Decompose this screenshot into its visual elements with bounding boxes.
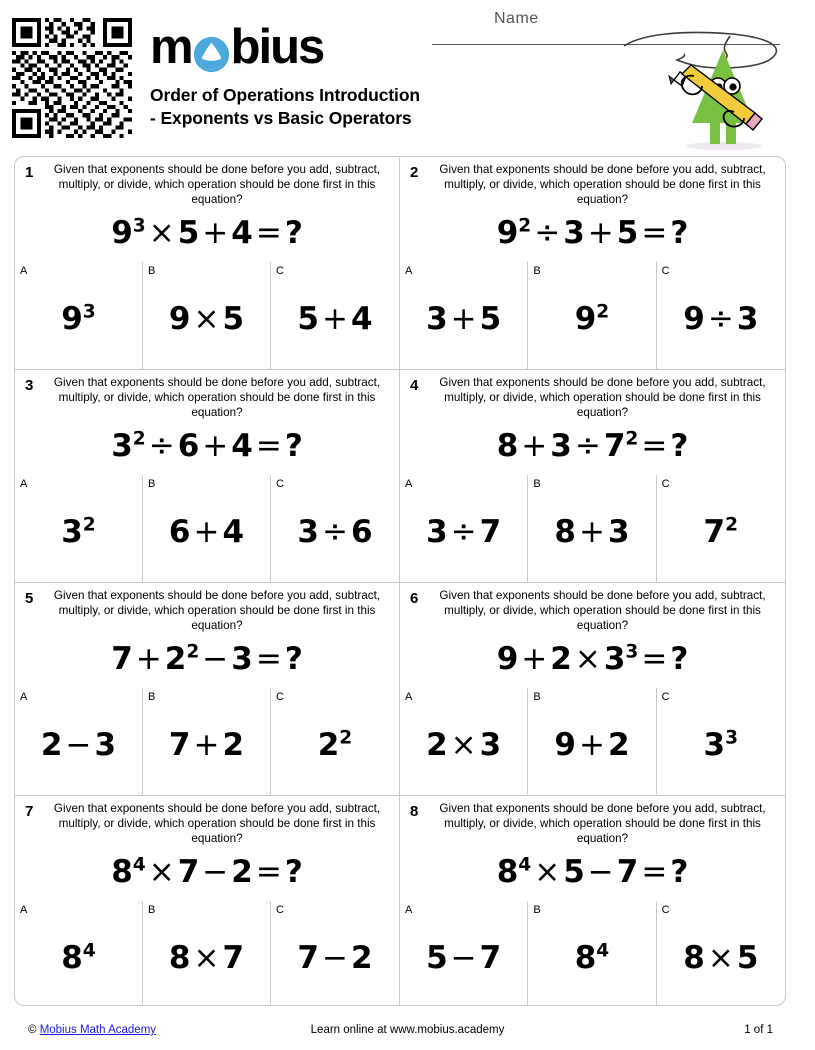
math-operator: = — [641, 853, 668, 890]
question-number: 4 — [410, 377, 419, 394]
answer-option-A[interactable] — [15, 688, 143, 795]
question-number: 6 — [410, 590, 419, 607]
question-block — [15, 583, 399, 688]
option-expression — [297, 940, 372, 976]
question-prompt: Given that exponents should be done before you add, subtract, multiply, or divide, which operation should be done first in this equation? — [53, 802, 381, 845]
math-operator: ÷ — [450, 513, 477, 550]
option-letter: B — [147, 478, 156, 490]
logo-text-post: bius — [230, 19, 324, 74]
answer-option-B[interactable] — [528, 475, 656, 582]
option-letter: B — [533, 265, 541, 277]
answer-option-A[interactable] — [15, 475, 143, 582]
answer-option-B[interactable] — [143, 901, 271, 1006]
option-letter: C — [661, 478, 670, 490]
question-row — [15, 370, 785, 583]
question-number: 3 — [25, 377, 34, 394]
answer-option-C[interactable] — [657, 688, 785, 795]
math-operator: − — [202, 640, 229, 677]
option-letter: B — [147, 691, 156, 703]
math-exponent: 2 — [82, 514, 96, 536]
math-operator: × — [450, 726, 477, 763]
math-operator: + — [521, 640, 548, 677]
math-number: 9 — [554, 726, 576, 763]
option-expression — [683, 301, 758, 337]
answer-option-A[interactable] — [15, 901, 143, 1006]
question-equation — [408, 428, 777, 464]
math-number: 2 — [550, 640, 572, 677]
math-exponent: 2 — [518, 215, 532, 237]
mobius-math-academy-link[interactable]: Mobius Math Academy — [39, 1024, 157, 1036]
answer-option-C[interactable] — [657, 901, 785, 1006]
answer-options-row — [400, 901, 785, 1006]
math-number: 3 — [297, 513, 319, 550]
question-cell-4 — [400, 370, 785, 583]
option-letter: A — [405, 904, 413, 916]
question-cell-2 — [400, 157, 785, 370]
math-operator: − — [65, 726, 92, 763]
math-number: 2 — [231, 853, 253, 890]
math-operator: + — [450, 300, 477, 337]
option-letter: A — [20, 691, 28, 703]
math-number: 2 — [40, 726, 63, 763]
math-exponent: 4 — [82, 940, 96, 962]
question-cell-6 — [400, 583, 785, 796]
math-number: 6 — [350, 513, 373, 550]
question-cell-7 — [15, 796, 400, 1006]
math-number: 3 — [550, 427, 572, 464]
math-operator: + — [587, 214, 614, 251]
math-number: 2 — [607, 726, 630, 763]
math-number: ? — [670, 853, 689, 890]
math-operator: − — [450, 939, 477, 976]
answer-options-row — [15, 262, 399, 369]
page-header — [0, 0, 815, 152]
option-expression — [169, 940, 244, 976]
math-number: ? — [284, 427, 303, 464]
math-number: 7 — [479, 513, 502, 550]
answer-options-row — [400, 475, 785, 582]
question-row — [15, 583, 785, 796]
math-exponent: 3 — [132, 215, 146, 237]
option-expression — [169, 727, 244, 763]
math-operator: + — [135, 640, 162, 677]
math-number: 3 — [603, 640, 626, 677]
question-prompt: Given that exponents should be done before you add, subtract, multiply, or divide, which operation should be done first in this equation? — [439, 589, 766, 632]
question-prompt: Given that exponents should be done before you add, subtract, multiply, or divide, which operation should be done first in this equation? — [439, 376, 766, 419]
math-operator: × — [148, 853, 175, 890]
name-field-area[interactable] — [432, 10, 792, 28]
copyright-symbol: © — [28, 1024, 37, 1036]
option-expression — [41, 727, 116, 763]
math-number: 9 — [496, 640, 519, 677]
option-letter: C — [275, 691, 284, 703]
question-block — [15, 157, 399, 262]
math-number: 9 — [168, 300, 191, 337]
math-number: 4 — [350, 300, 373, 337]
question-number: 7 — [25, 803, 34, 820]
math-number: 6 — [177, 427, 200, 464]
name-label: Name — [494, 10, 539, 27]
math-operator: = — [255, 427, 282, 464]
math-number: 2 — [426, 726, 448, 763]
math-exponent: 3 — [82, 301, 96, 323]
option-letter: C — [661, 265, 670, 277]
option-expression — [61, 514, 96, 550]
option-expression — [297, 514, 372, 550]
option-expression — [426, 940, 501, 976]
math-number: 7 — [111, 640, 133, 677]
math-number: 3 — [426, 300, 448, 337]
option-expression — [61, 940, 96, 976]
question-cell-1 — [15, 157, 400, 370]
math-number: 9 — [61, 300, 83, 337]
math-exponent: 3 — [625, 641, 639, 663]
math-exponent: 2 — [186, 641, 200, 663]
answer-option-B[interactable] — [143, 262, 271, 369]
math-number: 7 — [177, 853, 200, 890]
math-operator: = — [641, 640, 668, 677]
math-operator: ÷ — [574, 427, 601, 464]
option-letter: C — [661, 904, 670, 916]
math-number: 6 — [168, 513, 191, 550]
answer-option-A[interactable] — [400, 262, 528, 369]
page-title: Order of Operations Introduction - Exponents vs Basic Operators — [150, 85, 420, 129]
math-number: 7 — [168, 726, 191, 763]
option-letter: A — [20, 478, 28, 490]
math-number: 8 — [574, 939, 597, 976]
math-exponent: 2 — [725, 514, 739, 536]
math-operator: + — [321, 300, 348, 337]
tree-mascot-icon — [622, 28, 787, 150]
question-equation — [23, 428, 391, 464]
option-letter: C — [275, 265, 284, 277]
qr-code[interactable] — [12, 18, 132, 138]
math-number: 5 — [479, 300, 502, 337]
math-exponent: 2 — [132, 428, 146, 450]
option-expression — [297, 301, 372, 337]
math-number: 9 — [574, 300, 597, 337]
math-operator: ÷ — [148, 427, 175, 464]
option-letter: B — [533, 691, 541, 703]
math-number: ? — [284, 214, 303, 251]
math-exponent: 2 — [625, 428, 639, 450]
math-number: 8 — [683, 939, 705, 976]
answer-options-row — [15, 901, 399, 1006]
option-expression — [426, 301, 501, 337]
math-operator: × — [193, 300, 220, 337]
option-letter: C — [661, 691, 670, 703]
math-number: 3 — [426, 513, 448, 550]
math-number: 7 — [222, 939, 245, 976]
math-operator: + — [193, 513, 220, 550]
math-operator: + — [579, 726, 605, 763]
math-number: 5 — [297, 300, 319, 337]
math-operator: ÷ — [707, 300, 734, 337]
mobius-logo — [150, 19, 430, 74]
question-block — [15, 370, 399, 475]
option-letter: A — [405, 265, 413, 277]
question-prompt: Given that exponents should be done before you add, subtract, multiply, or divide, which operation should be done first in this equation? — [439, 802, 766, 845]
question-row — [15, 157, 785, 370]
math-number: 8 — [111, 853, 133, 890]
math-operator: ÷ — [534, 214, 561, 251]
math-number: 5 — [426, 939, 448, 976]
answer-option-A[interactable] — [400, 688, 528, 795]
option-letter: A — [20, 904, 28, 916]
math-number: 5 — [736, 939, 759, 976]
questions-grid — [14, 156, 786, 1006]
answer-option-A[interactable] — [400, 475, 528, 582]
option-expression — [169, 514, 244, 550]
question-number: 5 — [25, 590, 34, 607]
math-operator: − — [202, 853, 229, 890]
question-block — [400, 370, 785, 475]
option-expression — [426, 514, 501, 550]
question-equation — [408, 215, 777, 251]
math-number: 7 — [297, 939, 319, 976]
math-number: 9 — [111, 214, 133, 251]
answer-option-A[interactable] — [400, 901, 528, 1006]
option-letter: B — [147, 265, 156, 277]
math-exponent: 4 — [518, 854, 532, 876]
math-number: 8 — [496, 427, 519, 464]
math-exponent: 2 — [596, 301, 610, 323]
question-prompt: Given that exponents should be done before you add, subtract, multiply, or divide, which operation should be done first in this equation? — [53, 163, 381, 206]
answer-options-row — [15, 475, 399, 582]
math-operator: + — [579, 513, 605, 550]
math-number: 2 — [222, 726, 245, 763]
option-expression — [704, 727, 739, 763]
question-row — [15, 796, 785, 1006]
math-number: ? — [670, 427, 689, 464]
logo-text-pre: m — [150, 19, 192, 74]
math-number: 3 — [479, 726, 502, 763]
math-number: 7 — [603, 427, 626, 464]
math-number: 3 — [703, 726, 726, 763]
option-expression — [554, 727, 629, 763]
math-number: 3 — [736, 300, 759, 337]
answer-option-C[interactable] — [271, 688, 399, 795]
math-exponent: 4 — [596, 940, 610, 962]
math-operator: = — [255, 214, 282, 251]
question-block — [400, 796, 785, 901]
option-letter: C — [275, 904, 284, 916]
math-number: 5 — [177, 214, 200, 251]
answer-option-B[interactable] — [143, 475, 271, 582]
math-number: 2 — [350, 939, 373, 976]
answer-options-row — [400, 262, 785, 369]
math-operator: + — [193, 726, 220, 763]
math-number: ? — [284, 640, 303, 677]
math-number: 8 — [554, 513, 576, 550]
math-operator: − — [587, 853, 614, 890]
math-number: 4 — [231, 214, 253, 251]
math-number: 9 — [683, 300, 705, 337]
mobius-loop-icon — [193, 33, 230, 70]
math-number: 2 — [317, 726, 340, 763]
question-cell-5 — [15, 583, 400, 796]
option-expression — [704, 514, 739, 550]
math-operator: − — [321, 939, 348, 976]
option-expression — [426, 727, 501, 763]
brand-block — [150, 19, 430, 131]
question-number: 2 — [410, 164, 419, 181]
math-number: 7 — [703, 513, 726, 550]
math-number: 3 — [231, 640, 253, 677]
question-equation — [408, 854, 777, 890]
answer-option-C[interactable] — [271, 475, 399, 582]
math-operator: ÷ — [321, 513, 348, 550]
answer-option-C[interactable] — [657, 475, 785, 582]
math-operator: + — [521, 427, 548, 464]
question-equation — [23, 854, 391, 890]
question-prompt: Given that exponents should be done before you add, subtract, multiply, or divide, which operation should be done first in this equation? — [439, 163, 766, 206]
math-number: 9 — [496, 214, 519, 251]
question-cell-3 — [15, 370, 400, 583]
math-operator: × — [148, 214, 175, 251]
math-number: ? — [284, 853, 303, 890]
answer-option-A[interactable] — [15, 262, 143, 369]
math-number: 8 — [168, 939, 191, 976]
option-letter: A — [405, 691, 413, 703]
answer-option-B[interactable] — [528, 262, 656, 369]
math-operator: × — [707, 939, 734, 976]
math-operator: + — [202, 214, 229, 251]
page-number: 1 of 1 — [744, 1024, 773, 1036]
page-footer — [0, 1020, 815, 1044]
math-exponent: 2 — [339, 727, 353, 749]
math-number: 4 — [222, 513, 245, 550]
math-operator: × — [534, 853, 561, 890]
question-equation — [408, 641, 777, 677]
question-cell-8 — [400, 796, 785, 1006]
answer-options-row — [15, 688, 399, 795]
math-number: 5 — [563, 853, 585, 890]
answer-option-C[interactable] — [657, 262, 785, 369]
math-number: 8 — [496, 853, 519, 890]
question-prompt: Given that exponents should be done before you add, subtract, multiply, or divide, which operation should be done first in this equation? — [53, 376, 381, 419]
option-expression — [169, 301, 244, 337]
question-block — [15, 796, 399, 901]
option-letter: B — [533, 904, 541, 916]
option-letter: A — [20, 265, 28, 277]
math-exponent: 4 — [132, 854, 146, 876]
question-equation — [23, 215, 391, 251]
answer-option-B[interactable] — [143, 688, 271, 795]
question-number: 1 — [25, 164, 34, 181]
math-number: 3 — [94, 726, 117, 763]
option-expression — [575, 301, 610, 337]
option-letter: C — [275, 478, 284, 490]
math-number: 3 — [111, 427, 133, 464]
math-operator: = — [641, 214, 668, 251]
math-operator: × — [574, 640, 601, 677]
option-letter: A — [405, 478, 413, 490]
math-operator: = — [255, 640, 282, 677]
math-number: 5 — [616, 214, 639, 251]
math-number: 7 — [479, 939, 502, 976]
answer-option-C[interactable] — [271, 262, 399, 369]
question-block — [400, 157, 785, 262]
option-expression — [61, 301, 96, 337]
math-number: 4 — [231, 427, 253, 464]
option-letter: B — [147, 904, 156, 916]
answer-options-row — [400, 688, 785, 795]
option-expression — [575, 940, 610, 976]
option-letter: B — [533, 478, 541, 490]
math-exponent: 3 — [725, 727, 739, 749]
math-number: 8 — [61, 939, 83, 976]
math-operator: + — [202, 427, 229, 464]
math-number: 5 — [222, 300, 245, 337]
option-expression — [318, 727, 353, 763]
question-number: 8 — [410, 803, 419, 820]
math-operator: = — [255, 853, 282, 890]
math-number: 3 — [607, 513, 630, 550]
math-number: 3 — [563, 214, 585, 251]
option-expression — [554, 514, 629, 550]
math-operator: = — [641, 427, 668, 464]
question-equation — [23, 641, 391, 677]
math-number: ? — [670, 214, 689, 251]
math-number: ? — [670, 640, 689, 677]
option-expression — [683, 940, 758, 976]
math-number: 7 — [616, 853, 639, 890]
math-number: 2 — [164, 640, 187, 677]
footer-tagline: Learn online at www.mobius.academy — [310, 1024, 505, 1036]
math-operator: × — [193, 939, 220, 976]
question-block — [400, 583, 785, 688]
question-prompt: Given that exponents should be done before you add, subtract, multiply, or divide, which operation should be done first in this equation? — [53, 589, 381, 632]
answer-option-B[interactable] — [528, 688, 656, 795]
answer-option-C[interactable] — [271, 901, 399, 1006]
answer-option-B[interactable] — [528, 901, 656, 1006]
math-number: 3 — [61, 513, 83, 550]
